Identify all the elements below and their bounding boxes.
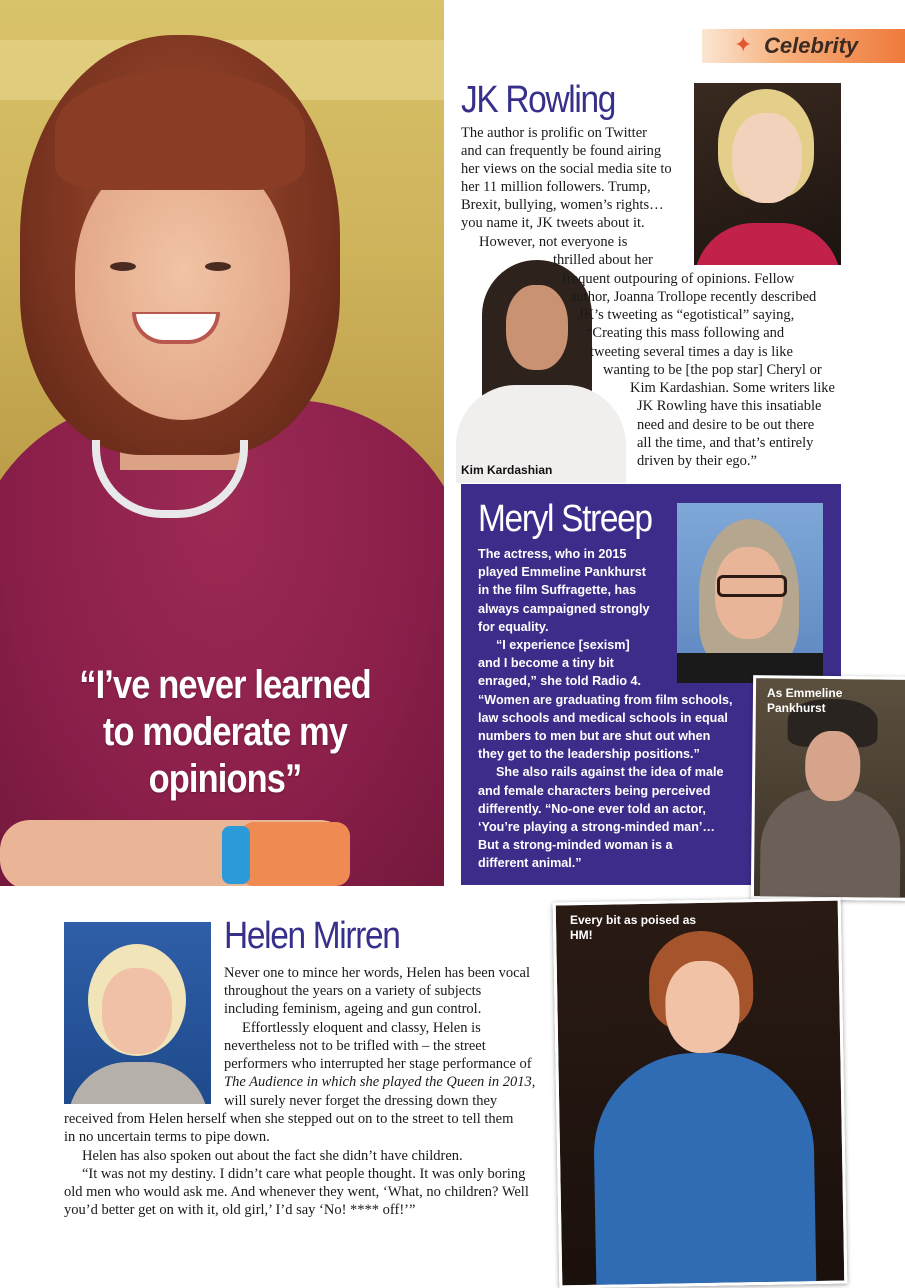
body-line: always campaigned strongly [478, 601, 650, 616]
body-line: Helen has also spoken out about the fact she didn’t have children. [82, 1148, 463, 1164]
jk-rowling-photo [694, 83, 841, 265]
body-line: ‘You’re playing a strong-minded man’… [478, 820, 715, 835]
body-line: JK Rowling have this insatiable [637, 398, 822, 414]
kim-kardashian-caption: Kim Kardashian [461, 463, 553, 477]
pull-quote: “I’ve never learned to moderate my opinions” [79, 663, 371, 801]
body-line: The author is prolific on Twitter [461, 125, 647, 141]
body-line: for equality. [478, 619, 549, 634]
body-line: you name it, JK tweets about it. [461, 215, 645, 231]
body-line: differently. “No-one ever told an actor, [478, 801, 706, 816]
body-line: Effortlessly eloquent and classy, Helen is [242, 1020, 481, 1036]
body-line: including feminism, ageing and gun control. [224, 1001, 482, 1017]
body-line: wanting to be [the pop star] Cheryl or [603, 362, 822, 378]
body-line: The Audience in which she played the Queen in 2013, [224, 1074, 536, 1090]
body-line: nevertheless not to be trifled with – the street [224, 1038, 486, 1054]
star-icon: ✦ [734, 33, 753, 58]
body-line: and female characters being perceived [478, 783, 711, 798]
body-line: tweeting several times a day is like [590, 344, 793, 360]
helen-mirren-heading: Helen Mirren [224, 915, 400, 957]
body-line: The actress, who in 2015 [478, 547, 627, 561]
body-line: old men who would ask me. And whenever they went, ‘What, no children? Well [64, 1184, 529, 1200]
body-line: enraged,” she told Radio 4. [478, 674, 642, 689]
body-line: you’d better get on with it, old girl,’ I’d say ‘No! **** off!’” [64, 1202, 416, 1218]
body-line: author, Joanna Trollope recently described [570, 289, 817, 305]
body-line: her 11 million followers. Trump, [461, 179, 651, 195]
body-line: “It was not my destiny. I didn’t care what people thought. It was only boring [82, 1166, 526, 1182]
body-line: received from Helen herself when she stepped out on to the street to tell them [64, 1111, 514, 1127]
body-line: Brexit, bullying, women’s rights… [461, 197, 664, 213]
body-line: her views on the social media site to [461, 161, 672, 177]
body-line: driven by their ego.” [637, 453, 757, 469]
meryl-streep-body [478, 545, 750, 873]
body-line: and I become a tiny bit [478, 656, 614, 671]
body-line: different animal.” [478, 856, 582, 871]
body-line: they get to the leadership positions.” [478, 747, 700, 762]
body-line: need and desire to be out there [637, 417, 815, 433]
body-line: performers who interrupted her stage performance of [224, 1056, 532, 1072]
body-line: thrilled about her [553, 252, 653, 268]
emmeline-caption: As Emmeline Pankhurst [767, 686, 843, 715]
helen-mirren-photo [64, 922, 211, 1104]
body-line: However, not everyone is [479, 234, 628, 250]
body-line: frequent outpouring of opinions. Fellow [562, 271, 795, 287]
body-line: “Creating this mass following and [586, 325, 785, 341]
body-line: Never one to mince her words, Helen has been vocal [224, 965, 530, 981]
body-line: But a strong-minded woman is a [478, 838, 673, 853]
body-line: and can frequently be found airing [461, 143, 662, 159]
section-label: Celebrity [764, 33, 859, 58]
body-line: JK’s tweeting as “egotistical” saying, [578, 307, 795, 323]
body-line: in no uncertain terms to pipe down. [64, 1129, 270, 1145]
body-line: Kim Kardashian. Some writers like [630, 380, 835, 396]
body-line: all the time, and that’s entirely [637, 435, 814, 451]
body-line: played Emmeline Pankhurst [478, 565, 646, 580]
meryl-streep-heading: Meryl Streep [478, 498, 652, 540]
body-line: throughout the years on a variety of subjects [224, 983, 482, 999]
helen-mirren-queen-photo [553, 898, 848, 1288]
body-line: numbers to men but are shut out when [478, 729, 711, 744]
jk-rowling-heading: JK Rowling [461, 79, 616, 121]
body-line: “I experience [sexism] [496, 638, 630, 653]
body-line: in the film Suffragette, has [478, 583, 637, 598]
body-line: “Women are graduating from film schools, [478, 692, 733, 707]
body-line: She also rails against the idea of male [496, 765, 724, 780]
section-tab [702, 29, 905, 63]
body-line: law schools and medical schools in equal [478, 710, 728, 725]
body-line: will surely never forget the dressing down they [224, 1093, 498, 1109]
hm-caption: Every bit as poised as HM! [570, 913, 697, 942]
